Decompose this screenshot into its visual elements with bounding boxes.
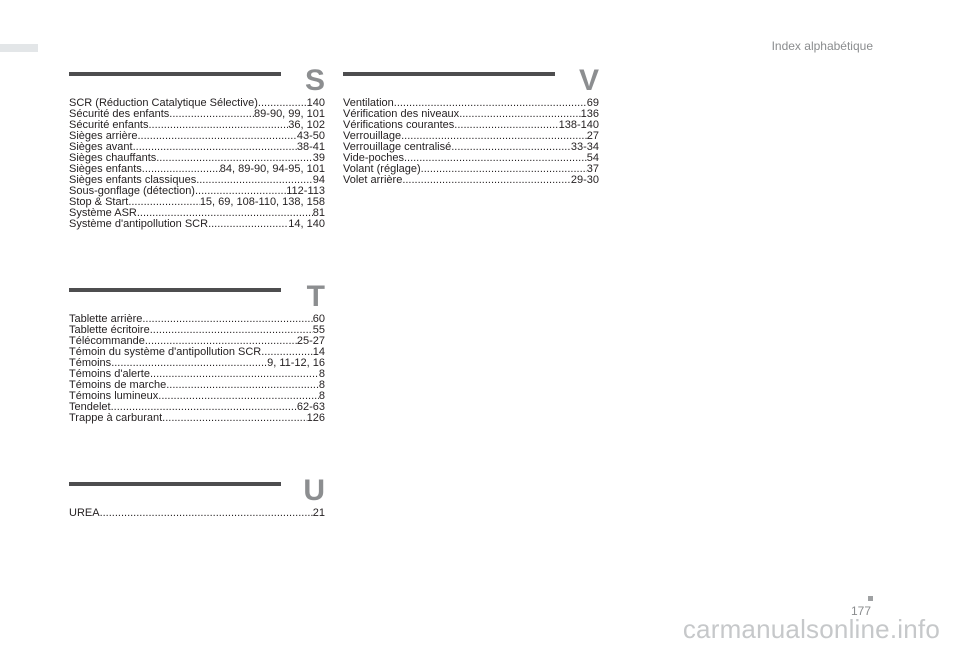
index-entry [69, 413, 325, 424]
section-rule [69, 288, 281, 292]
entry-label: Vérification des niveaux [343, 108, 460, 120]
entry-pages: 55 [312, 324, 325, 336]
entry-leader-dots [454, 120, 558, 131]
entry-pages: 94 [312, 174, 325, 186]
entry-label: SCR (Réduction Catalytique Sélective) [69, 97, 258, 109]
section-header [69, 474, 325, 508]
entry-label: Tablette écritoire [69, 324, 150, 336]
entry-label: Sièges avant [69, 141, 133, 153]
entry-pages: 54 [586, 152, 599, 164]
entry-pages: 33-34 [570, 141, 599, 153]
entry-label: Télécommande [69, 335, 145, 347]
entry-label: Témoins lumineux [69, 390, 159, 402]
entry-leader-dots [169, 109, 254, 120]
entry-leader-dots [142, 314, 312, 325]
entry-label: Sièges enfants [69, 163, 142, 175]
entry-pages: 39 [312, 152, 325, 164]
entry-list [69, 314, 325, 424]
entry-label: Témoin du système d'antipollution SCR [69, 346, 262, 358]
section-letter: U [303, 474, 325, 507]
entry-label: Sous-gonflage (détection) [69, 185, 195, 197]
index-entry [69, 219, 325, 230]
index-entry [343, 175, 599, 186]
entry-leader-dots [404, 153, 587, 164]
index-entry [69, 508, 325, 519]
entry-pages: 8 [318, 390, 325, 402]
entry-label: Vérifications courantes [343, 119, 455, 131]
entry-pages: 38-41 [296, 141, 325, 153]
entry-leader-dots [158, 391, 319, 402]
page-header-title: Index alphabétique [771, 39, 873, 53]
entry-label: Témoins de marche [69, 379, 167, 391]
entry-pages: 36, 102 [288, 119, 325, 131]
entry-label: UREA [69, 507, 100, 519]
entry-pages: 14, 140 [288, 218, 325, 230]
section-letter: S [304, 64, 325, 97]
entry-label: Système ASR [69, 207, 137, 219]
entry-leader-dots [166, 380, 319, 391]
entry-label: Sièges chauffants [69, 152, 157, 164]
entry-label: Verrouillage [343, 130, 402, 142]
entry-leader-dots [451, 142, 571, 153]
entry-leader-dots [421, 164, 587, 175]
corner-tab-bar [0, 44, 38, 52]
entry-pages: 43-50 [296, 130, 325, 142]
entry-pages: 8 [318, 368, 325, 380]
entry-list [343, 98, 599, 186]
entry-label: Trappe à carburant [69, 412, 163, 424]
entry-pages: 84, 89-90, 94-95, 101 [219, 163, 325, 175]
entry-pages: 140 [306, 97, 325, 109]
entry-pages: 9, 11-12, 16 [267, 357, 325, 369]
entry-pages: 37 [586, 163, 599, 175]
entry-label: Vide-poches [343, 152, 404, 164]
section-rule [69, 482, 281, 486]
entry-label: Volant (réglage) [343, 163, 421, 175]
section-letter: T [306, 280, 325, 313]
entry-leader-dots [133, 142, 297, 153]
entry-leader-dots [128, 197, 200, 208]
entry-pages: 60 [312, 313, 325, 325]
section-header [343, 64, 599, 98]
entry-leader-dots [402, 175, 571, 186]
entry-leader-dots [100, 508, 313, 519]
entry-label: Sièges enfants classiques [69, 174, 197, 186]
entry-label: Stop & Start [69, 196, 129, 208]
entry-pages: 15, 69, 108-110, 138, 158 [199, 196, 325, 208]
entry-label: Sécurité enfants [69, 119, 149, 131]
section-header [69, 64, 325, 98]
index-section-u [69, 474, 325, 519]
entry-label: Tablette arrière [69, 313, 143, 325]
entry-pages: 62-63 [296, 401, 325, 413]
entry-pages: 89-90, 99, 101 [254, 108, 325, 120]
entry-label: Sécurité des enfants [69, 108, 170, 120]
entry-list [69, 98, 325, 230]
entry-pages: 136 [580, 108, 599, 120]
entry-label: Système d'antipollution SCR [69, 218, 209, 230]
entry-leader-dots [162, 413, 306, 424]
entry-leader-dots [150, 369, 319, 380]
entry-pages: 25-27 [296, 335, 325, 347]
entry-leader-dots [149, 120, 289, 131]
page-marker-dot [868, 596, 873, 601]
section-header [69, 280, 325, 314]
entry-label: Témoins [69, 357, 112, 369]
entry-leader-dots [150, 325, 313, 336]
entry-pages: 14 [312, 346, 325, 358]
section-rule [343, 72, 555, 76]
entry-pages: 69 [586, 97, 599, 109]
index-section-s [69, 64, 325, 230]
entry-pages: 27 [586, 130, 599, 142]
entry-pages: 81 [312, 207, 325, 219]
entry-list [69, 508, 325, 519]
page-number: 177 [850, 604, 871, 618]
index-section-t [69, 280, 325, 424]
entry-label: Témoins d'alerte [69, 368, 150, 380]
entry-pages: 29-30 [570, 174, 599, 186]
entry-leader-dots [137, 131, 296, 142]
entry-pages: 21 [312, 507, 325, 519]
section-letter: V [578, 64, 599, 97]
entry-leader-dots [208, 219, 288, 230]
index-section-v [343, 64, 599, 186]
entry-label: Verrouillage centralisé [343, 141, 452, 153]
entry-label: Ventilation [343, 97, 394, 109]
watermark: carmanualsonline.info [682, 614, 940, 644]
entry-pages: 138-140 [558, 119, 599, 131]
entry-label: Sièges arrière [69, 130, 138, 142]
section-rule [69, 72, 281, 76]
entry-pages: 8 [318, 379, 325, 391]
entry-pages: 112-113 [286, 185, 325, 197]
entry-label: Tendelet [69, 401, 111, 413]
entry-pages: 126 [306, 412, 325, 424]
entry-label: Volet arrière [343, 174, 403, 186]
